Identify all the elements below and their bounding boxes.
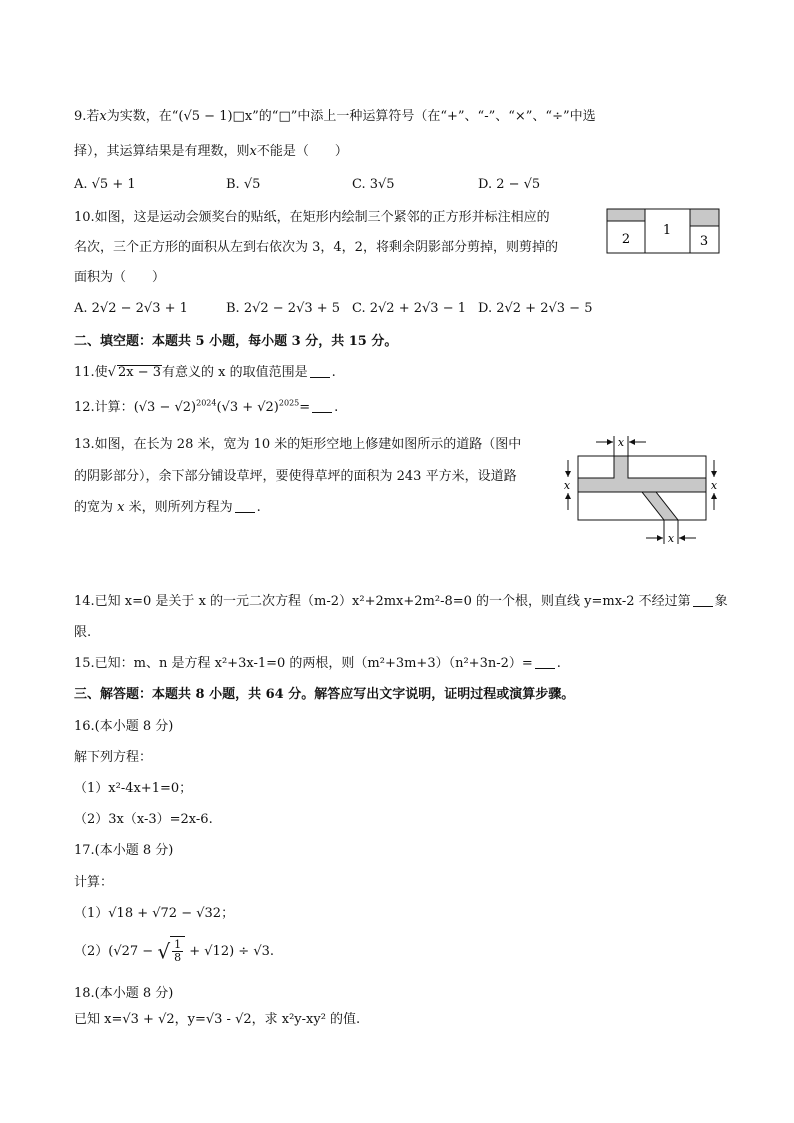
- q9-expression: (√5 − 1)□x: [178, 109, 253, 124]
- q9-text: 9.若: [74, 109, 100, 124]
- label-1: 1: [662, 223, 672, 238]
- arrowhead: [657, 535, 663, 541]
- q11-radicand: 2x − 3: [117, 365, 162, 380]
- q17-part2: [74, 936, 274, 967]
- q10-line2: 名次，三个正方形的面积从左到右依次为 3，4，2，将剩余阴影部分剪掉，则剪掉的: [74, 240, 558, 255]
- q12-expr: (√3 + √2): [216, 400, 279, 415]
- arrowhead: [711, 493, 717, 499]
- q9-option-b: B. √5: [226, 177, 261, 192]
- q11-text: 有意义的 x 的取值范围是: [162, 365, 308, 380]
- q9-text: 择），其运算结果是有理数，则: [74, 144, 250, 159]
- section-3-heading: 三、解答题：本题共 8 小题，共 64 分。解答应写出文字说明，证明过程或演算步骤。: [74, 687, 575, 702]
- q13-line2: 的阴影部分），余下部分铺设草坪，要使得草坪的面积为 243 平方米，设道路: [74, 469, 517, 484]
- arrowhead: [565, 493, 571, 499]
- q16-intro: 解下列方程：: [74, 750, 153, 765]
- arrowhead: [629, 439, 635, 445]
- q15-line: [74, 655, 561, 673]
- label-3: 3: [699, 234, 709, 249]
- q15-text: 15.已知：m、n 是方程 x²+3x-1=0 的两根，则（m²+3m+3）（n²+3n-2）=: [74, 656, 533, 671]
- q17-text: + √12) ÷ √3.: [189, 944, 275, 959]
- fraction: [172, 939, 183, 964]
- q11-text: .: [331, 365, 336, 380]
- arrowhead: [711, 471, 717, 477]
- q12-expr: (√3 − √2): [133, 400, 197, 415]
- q12-exponent: 2025: [278, 398, 300, 408]
- q14-text: 14.已知 x=0 是关于 x 的一元二次方程（m-2）x²+2mx+2m²-8=0 的一个根，则直线 y=mx-2 不经过第: [74, 594, 691, 609]
- q12-text: 12.计算：: [74, 400, 134, 415]
- q12-text: =: [299, 400, 311, 415]
- q13-line1: 13.如图，在长为 28 米，宽为 10 米的矩形空地上修建如图所示的道路（图中: [74, 437, 522, 452]
- bottom-width-label: x: [667, 532, 675, 545]
- q10-line3: 面积为（ ）: [74, 270, 166, 285]
- q10-podium-figure: [606, 208, 720, 254]
- q14-text: 象: [714, 594, 728, 609]
- right-width-label: x: [710, 479, 718, 492]
- answer-blank: [235, 500, 255, 513]
- q17-title: 17.(本小题 8 分): [74, 843, 174, 858]
- q9-line1: 9.若x为实数，在“(√5 − 1)□x”的“□”中添上一种运算符号（在“+”、“-”、“×”、“÷”中选: [74, 109, 596, 124]
- q9-option-d: D. 2 − √5: [478, 177, 541, 192]
- section-2-heading: 二、填空题：本题共 5 小题，每小题 3 分，共 15 分。: [74, 334, 398, 349]
- q9-text: 为实数，在“: [106, 109, 179, 124]
- q10-option-b: B. 2√2 − 2√3 + 5: [226, 301, 341, 316]
- q16-part1: （1）x²-4x+1=0；: [74, 781, 193, 796]
- shaded-region-right: [690, 209, 719, 226]
- q10-line1: 10.如图，这是运动会颁奖台的贴纸，在矩形内绘制三个紧邻的正方形并标注相应的: [74, 210, 550, 225]
- arrowhead: [607, 439, 613, 445]
- label-2: 2: [621, 232, 631, 247]
- q10-option-d: D. 2√2 + 2√3 − 5: [478, 301, 593, 316]
- q16-title: 16.(本小题 8 分): [74, 719, 174, 734]
- q15-text: .: [556, 656, 561, 671]
- q9-text: 不能是（ ）: [256, 144, 348, 159]
- q13-text: .: [256, 500, 261, 515]
- top-width-label: x: [617, 436, 625, 449]
- q18-title: 18.(本小题 8 分): [74, 986, 174, 1001]
- q11-line: [74, 364, 336, 382]
- q10-option-c: C. 2√2 + 2√3 − 1: [352, 301, 466, 316]
- q18-text: 已知 x=√3 + √2，y=√3 - √2，求 x²y-xy² 的值.: [74, 1012, 361, 1027]
- q14-line2: 限.: [74, 625, 92, 640]
- q12-line: 12.计算：$(√3 - √2)^{2024}(√3 + √2)^{2025}=$ .: [74, 398, 339, 415]
- radical-sign: √: [157, 939, 171, 964]
- answer-blank: [312, 400, 332, 413]
- q13-text: 米，则所列方程为: [128, 500, 233, 515]
- q13-line3: 的宽为 x 米，则所列方程为 .: [74, 500, 261, 515]
- q11-text: 11.使: [74, 365, 108, 380]
- answer-blank: [535, 656, 555, 669]
- arrowhead: [565, 471, 571, 477]
- q14-line1: [74, 593, 728, 611]
- shaded-region-left: [607, 209, 645, 221]
- answer-blank: [693, 594, 713, 607]
- q9-line2: 择），其运算结果是有理数，则x不能是（ ）: [74, 144, 348, 159]
- arrowhead: [679, 535, 685, 541]
- q17-part1: （1）√18 + √72 − √32；: [74, 906, 235, 921]
- q17-text: （2）(√27 −: [74, 944, 154, 959]
- q9-option-a: A. √5 + 1: [74, 177, 136, 192]
- fraction-radicand: [170, 936, 185, 967]
- q9-text: ”的“□”中添上一种运算符号（在“+”、“-”、“×”、“÷”中选: [252, 109, 596, 124]
- q13-road-figure: [556, 432, 726, 550]
- q12-exponent: 2024: [196, 398, 217, 408]
- q13-text: 的宽为: [74, 500, 114, 515]
- left-width-label: x: [563, 479, 571, 492]
- q10-option-a: A. 2√2 − 2√3 + 1: [74, 301, 188, 316]
- q17-intro: 计算：: [74, 875, 114, 890]
- q9-option-c: C. 3√5: [352, 177, 395, 192]
- radical-sign: √: [107, 365, 116, 380]
- fraction-numerator: 1: [174, 938, 182, 951]
- fraction-denominator: 8: [174, 951, 182, 964]
- answer-blank: [310, 365, 330, 378]
- q16-part2: （2）3x（x-3）=2x-6.: [74, 812, 213, 827]
